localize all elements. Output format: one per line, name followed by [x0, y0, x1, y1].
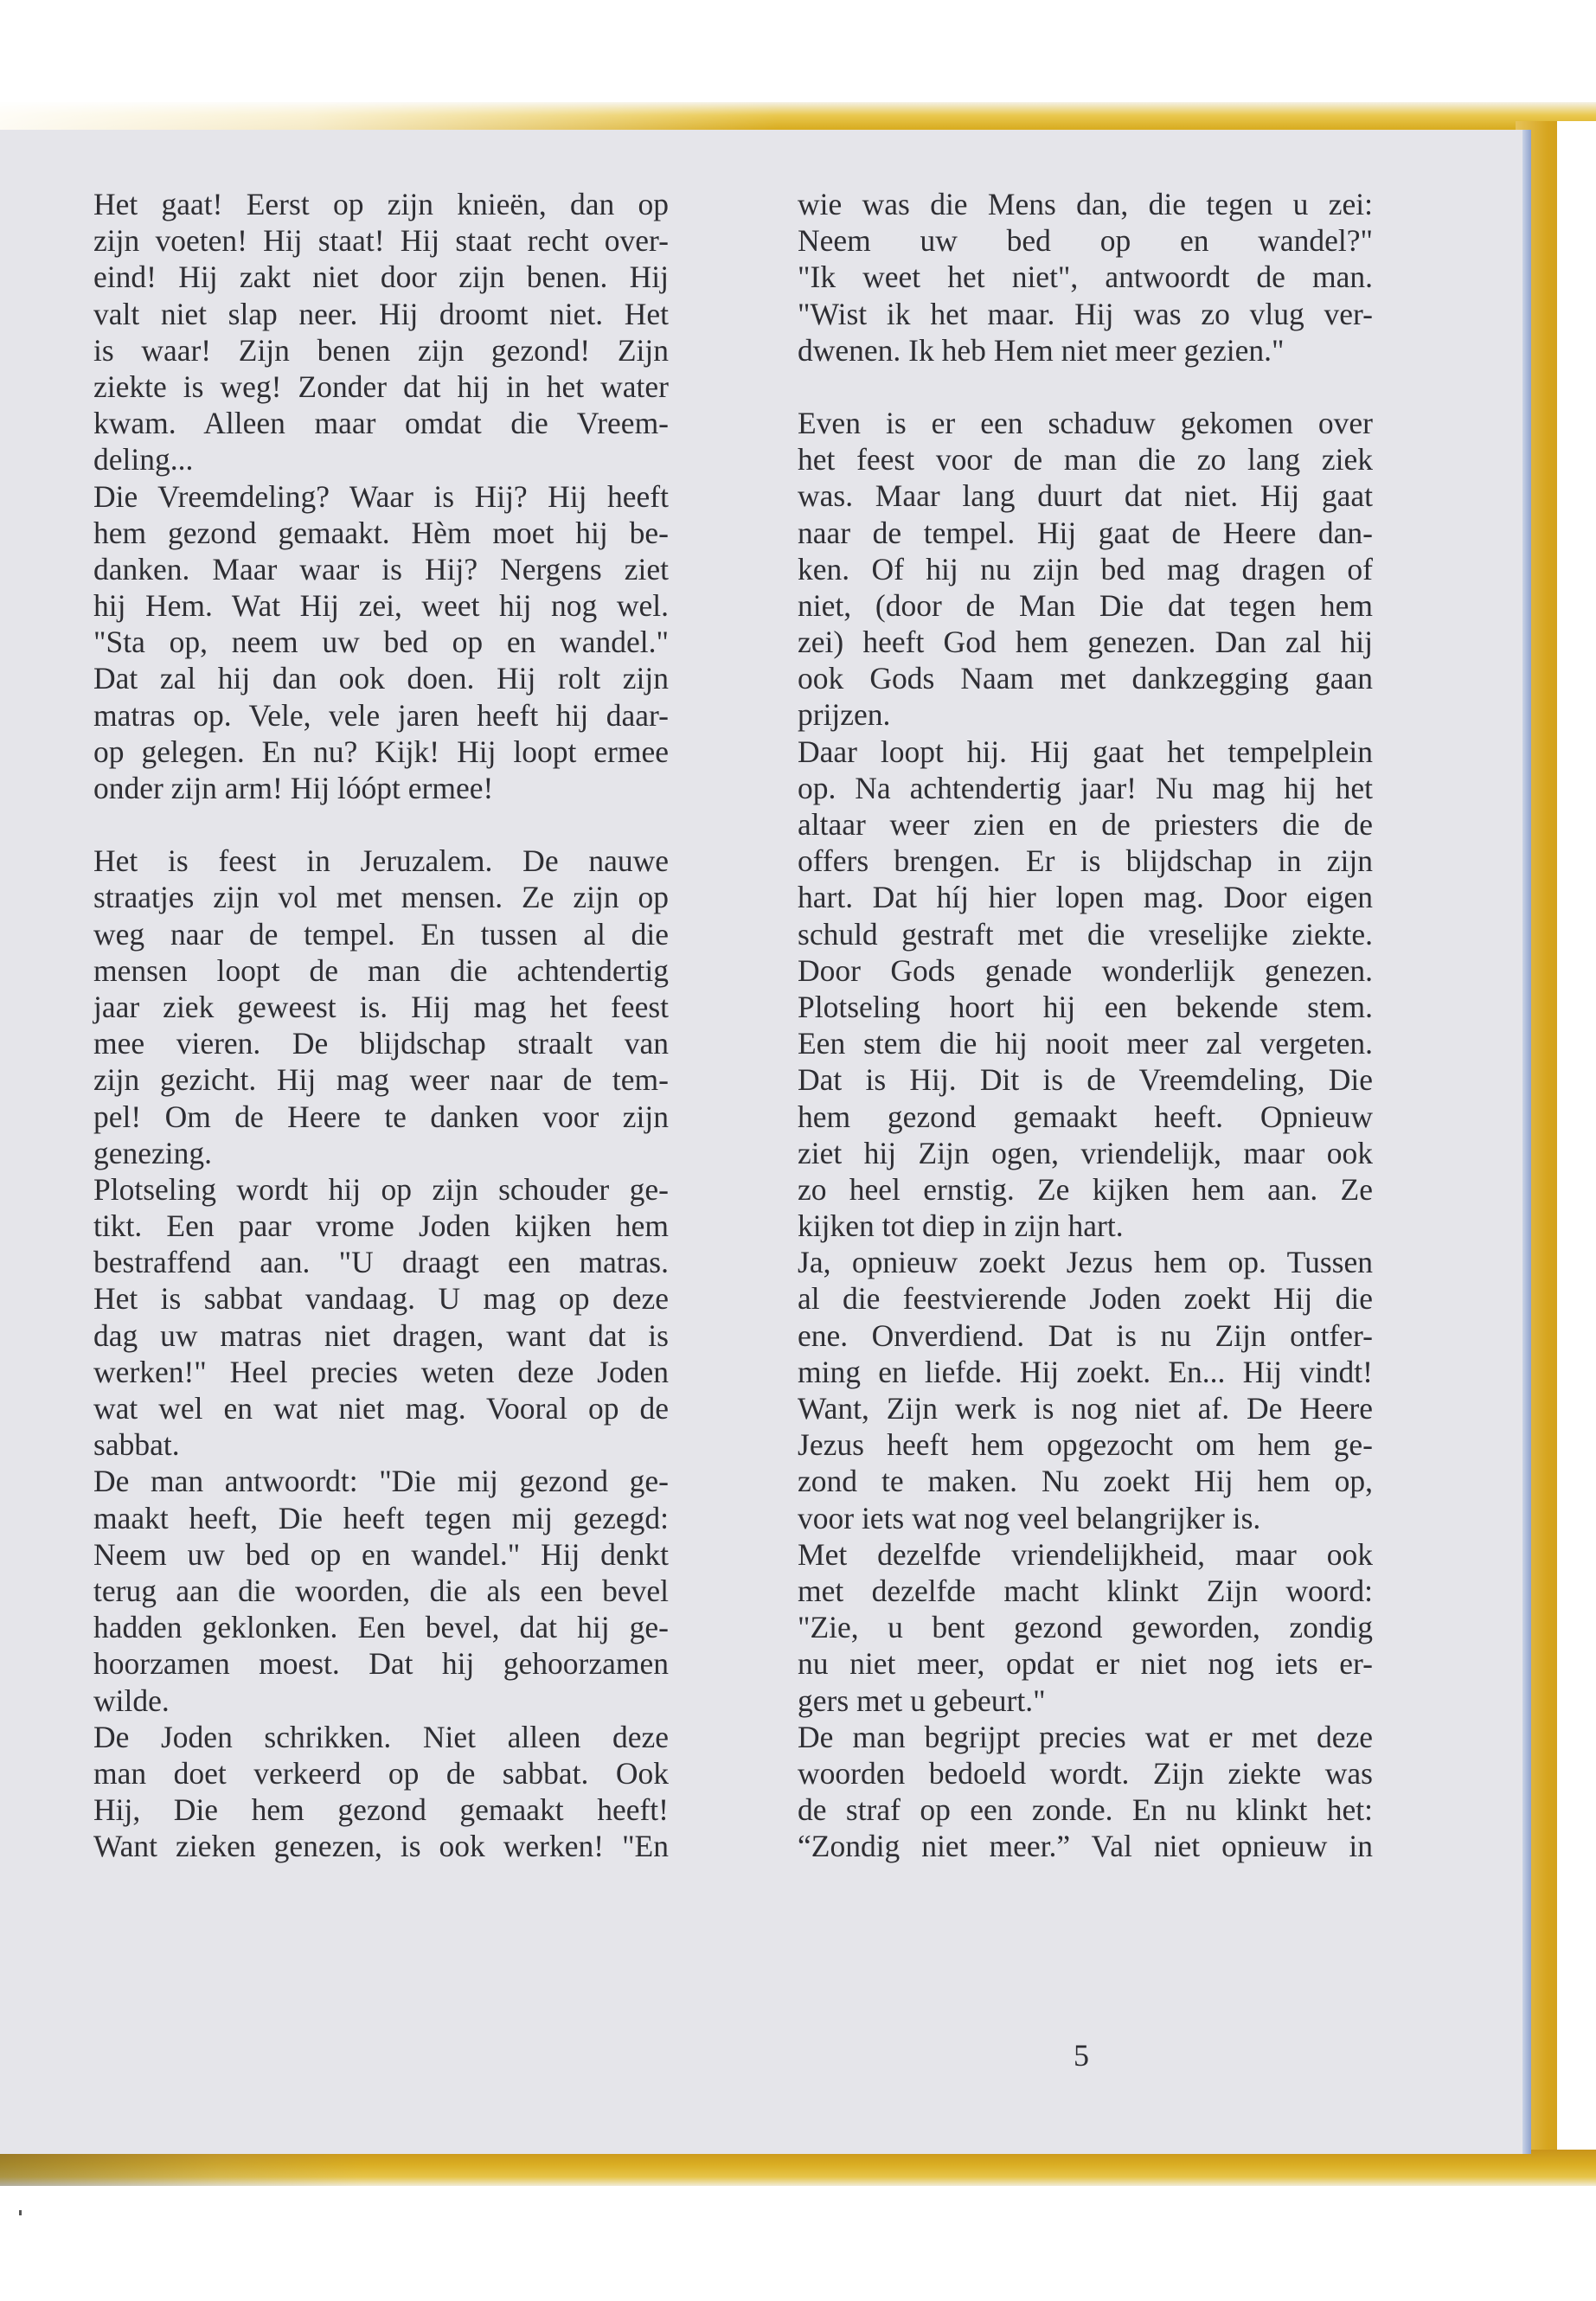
text-line: Plotseling hoort hij een bekende stem. [798, 989, 1373, 1024]
text-line: wat wel en wat niet mag. Vooral op de [93, 1391, 669, 1426]
text-line: Neem uw bed op en wandel." Hij denkt [93, 1536, 669, 1572]
text-line: hem gezond gemaakt heeft. Opnieuw [798, 1099, 1373, 1134]
text-line: De man antwoordt: "Die mij gezond ge- [93, 1464, 669, 1499]
text-line: zei) heeft God hem genezen. Dan zal hij [798, 625, 1373, 660]
left-text-column [93, 186, 669, 1864]
right-text-column [798, 186, 1373, 1864]
text-line: terug aan die woorden, die als een bevel [93, 1573, 669, 1608]
paragraph [798, 405, 1373, 734]
text-line: zond te maken. Nu zoekt Hij hem op, [798, 1464, 1373, 1499]
text-line: Met dezelfde vriendelijkheid, maar ook [798, 1536, 1373, 1572]
text-line: niet, (door de Man Die dat tegen hem [798, 587, 1373, 623]
text-line: eind! Hij zakt niet door zijn benen. Hij [93, 260, 669, 295]
paragraph [93, 1171, 669, 1464]
text-line: altaar weer zien en de priesters die de [798, 807, 1373, 842]
text-line: De man begrijpt precies wat er met deze [798, 1719, 1373, 1754]
text-line: voor iets wat nog veel belangrijker is. [798, 1500, 1261, 1535]
text-line: De Joden schrikken. Niet alleen deze [93, 1719, 669, 1754]
text-line: op. Na achtendertig jaar! Nu mag hij het [798, 770, 1373, 805]
text-line: sabbat. [93, 1427, 180, 1463]
text-line: Hij, Die hem gezond gemaakt heeft! [93, 1792, 669, 1828]
paragraph [93, 186, 669, 478]
paragraph [798, 1719, 1373, 1865]
paragraph [798, 734, 1373, 1245]
text-line: pel! Om de Heere te danken voor zijn [93, 1099, 669, 1134]
text-line: zo heel ernstig. Ze kijken hem aan. Ze [798, 1171, 1373, 1207]
text-line: Want zieken genezen, is ook werken! "En [93, 1829, 669, 1864]
text-line: zijn gezicht. Hij mag weer naar de tem- [93, 1062, 669, 1098]
text-line: is waar! Zijn benen zijn gezond! Zijn [93, 332, 669, 368]
text-line: woorden bedoeld wordt. Zijn ziekte was [798, 1755, 1373, 1791]
text-line: hadden geklonken. Een bevel, dat hij ge- [93, 1610, 669, 1645]
text-line: "Zie, u bent gezond geworden, zondig [798, 1610, 1373, 1645]
text-line: gers met u gebeurt." [798, 1682, 1046, 1718]
text-line: Het gaat! Eerst op zijn knieën, dan op [93, 187, 669, 221]
text-line: offers brengen. Er is blijdschap in zijn [798, 843, 1373, 879]
text-line: Dat zal hij dan ook doen. Hij rolt zijn [93, 661, 669, 696]
text-line: Een stem die hij nooit meer zal vergeten. [798, 1026, 1373, 1061]
text-line: Neem uw bed op en wandel?" [798, 223, 1373, 259]
scan-margin-right [1557, 121, 1596, 2180]
text-line: Jezus heeft hem opgezocht om hem ge- [798, 1427, 1373, 1463]
text-line: Daar loopt hij. Hij gaat het tempelplein [798, 734, 1373, 769]
text-line: dag uw matras niet dragen, want dat is [93, 1317, 669, 1353]
text-line: straatjes zijn vol met mensen. Ze zijn op [93, 880, 669, 915]
text-line: hij Hem. Wat Hij zei, weet hij nog wel. [93, 588, 669, 624]
text-line: mensen loopt de man die achtendertig [93, 952, 669, 988]
text-line: matras op. Vele, vele jaren heeft hij daar- [93, 697, 669, 733]
text-line: Die Vreemdeling? Waar is Hij? Hij heeft [93, 478, 669, 514]
text-line: danken. Maar waar is Hij? Nergens ziet [93, 551, 669, 586]
text-line: ziet hij Zijn ogen, vriendelijk, maar ook [798, 1135, 1373, 1170]
text-line: wilde. [93, 1682, 170, 1718]
text-line: hoorzamen moest. Dat hij gehoorzamen [93, 1646, 669, 1682]
text-line: ene. Onverdiend. Dat is nu Zijn ontfer- [798, 1317, 1373, 1353]
text-line: de straf op een zonde. En nu klinkt het: [798, 1792, 1373, 1828]
text-line: "Sta op, neem uw bed op en wandel." [93, 625, 669, 660]
paragraph [798, 186, 1373, 369]
text-line: was. Maar lang duurt dat niet. Hij gaat [798, 478, 1373, 514]
text-line: ziekte is weg! Zonder dat hij in het water [93, 369, 669, 404]
text-line: ook Gods Naam met dankzegging gaan [798, 661, 1373, 696]
text-line: met dezelfde macht klinkt Zijn woord: [798, 1573, 1373, 1608]
text-line: bestraffend aan. "U draagt een matras. [93, 1245, 669, 1280]
paragraph [93, 843, 669, 1171]
text-line: Dat is Hij. Dit is de Vreemdeling, Die [798, 1062, 1373, 1098]
paragraph [798, 1536, 1373, 1719]
text-line: mee vieren. De blijdschap straalt van [93, 1026, 669, 1061]
text-line: Het is feest in Jeruzalem. De nauwe [93, 843, 669, 879]
text-line: “Zondig niet meer.” Val niet opnieuw in [798, 1829, 1373, 1864]
text-line: genezing. [93, 1135, 213, 1170]
text-line: Het is sabbat vandaag. U mag op deze [93, 1281, 669, 1317]
text-line: al die feestvierende Joden zoekt Hij die [798, 1281, 1373, 1317]
paragraph [93, 478, 669, 807]
scan-speck [19, 2210, 22, 2215]
text-line: dwenen. Ik heb Hem niet meer gezien." [798, 332, 1285, 368]
text-line: Ja, opnieuw zoekt Jezus hem op. Tussen [798, 1245, 1373, 1280]
text-line: onder zijn arm! Hij lóópt ermee! [93, 771, 494, 805]
text-line: zijn voeten! Hij staat! Hij staat recht over- [93, 223, 669, 259]
text-line: Plotseling wordt hij op zijn schouder ge- [93, 1171, 669, 1207]
text-line: "Ik weet het niet", antwoordt de man. [798, 260, 1373, 295]
paragraph [93, 1719, 669, 1865]
text-line: het feest voor de man die zo lang ziek [798, 442, 1373, 478]
paragraph [93, 1463, 669, 1718]
text-line: Even is er een schaduw gekomen over [798, 405, 1373, 440]
text-line: maakt heeft, Die heeft tegen mij gezegd: [93, 1500, 669, 1535]
text-line: op gelegen. En nu? Kijk! Hij loopt ermee [93, 734, 669, 769]
text-line: naar de tempel. Hij gaat de Heere dan- [798, 515, 1373, 550]
text-line: kijken tot diep in zijn hart. [798, 1208, 1124, 1244]
text-line: hem gezond gemaakt. Hèm moet hij be- [93, 515, 669, 550]
page-edge [1522, 130, 1531, 2154]
text-line: tikt. Een paar vrome Joden kijken hem [93, 1208, 669, 1244]
text-line: Door Gods genade wonderlijk genezen. [798, 952, 1373, 988]
text-line: schuld gestraft met die vreselijke ziekte. [798, 916, 1373, 952]
text-line: nu niet meer, opdat er niet nog iets er- [798, 1646, 1373, 1682]
text-line: "Wist ik het maar. Hij was zo vlug ver- [798, 296, 1373, 331]
text-line: Want, Zijn werk is nog niet af. De Heere [798, 1391, 1373, 1426]
text-line: man doet verkeerd op de sabbat. Ook [93, 1755, 669, 1791]
text-line: hart. Dat híj hier lopen mag. Door eigen [798, 880, 1373, 915]
paragraph [798, 1244, 1373, 1536]
page-number: 5 [1074, 2038, 1089, 2073]
text-line: ming en liefde. Hij zoekt. En... Hij vindt! [798, 1354, 1373, 1389]
text-line: kwam. Alleen maar omdat die Vreem- [93, 406, 669, 441]
text-line: jaar ziek geweest is. Hij mag het feest [93, 989, 669, 1024]
cover-scan-shadow [0, 2150, 363, 2186]
text-line: prijzen. [798, 697, 891, 733]
text-line: ken. Of hij nu zijn bed mag dragen of [798, 551, 1373, 586]
text-line: weg naar de tempel. En tussen al die [93, 916, 669, 952]
text-line: wie was die Mens dan, die tegen u zei: [798, 187, 1373, 221]
text-line: valt niet slap neer. Hij droomt niet. Het [93, 296, 669, 331]
text-line: deling... [93, 442, 194, 478]
text-line: werken!" Heel precies weten deze Joden [93, 1354, 669, 1389]
